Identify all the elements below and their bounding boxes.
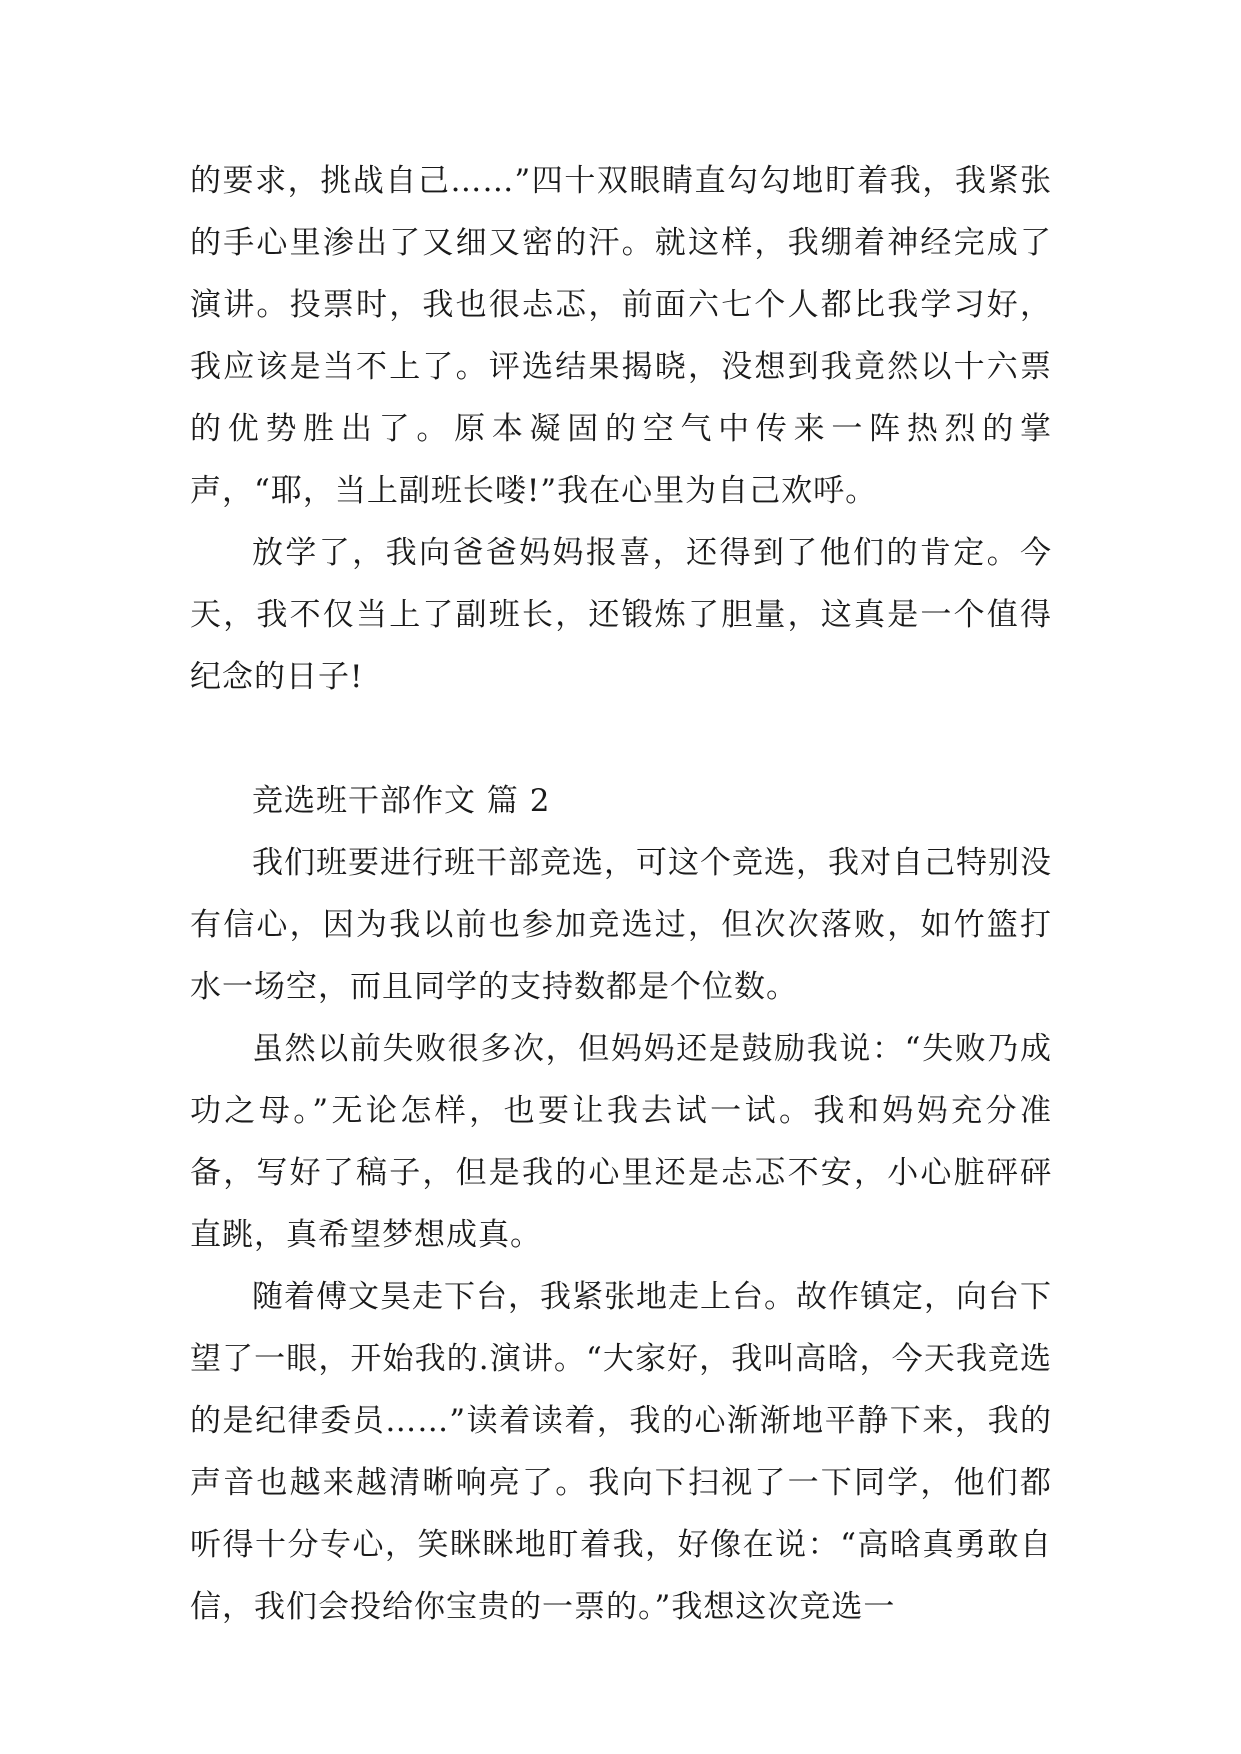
closing-paragraph: 放学了，我向爸爸妈妈报喜，还得到了他们的肯定。今天，我不仅当上了副班长，还锻炼了胆量，这真是一个值得纪念的日子!: [190, 535, 1052, 695]
section-paragraph-2: 虽然以前失败很多次，但妈妈还是鼓励我说：“失败乃成功之母。”无论怎样，也要让我去试一试。我和妈妈充分准备，写好了稿子，但是我的心里还是忐忑不安，小心脏砰砰直跳，真希望梦想成真。: [190, 1031, 1052, 1253]
document-page: [190, 150, 1052, 1638]
section-paragraph-1: 我们班要进行班干部竞选，可这个竞选，我对自己特别没有信心，因为我以前也参加竞选过，但次次落败，如竹篮打水一场空，而且同学的支持数都是个位数。: [190, 845, 1052, 1005]
section-gap: [190, 708, 1052, 770]
section-title: 竞选班干部作文 篇 2: [252, 783, 551, 819]
continuation-paragraph: 的要求，挑战自己……”四十双眼睛直勾勾地盯着我，我紧张的手心里渗出了又细又密的汗。就这样，我绷着神经完成了演讲。投票时，我也很忐忑，前面六七个人都比我学习好，我应该是当不上了。评选结果揭晓，没想到我竟然以十六票的优势胜出了。原本凝固的空气中传来一阵热烈的掌声，“耶，当上副班长喽!”我在心里为自己欢呼。: [190, 163, 1052, 509]
section-paragraph-3: 随着傅文昊走下台，我紧张地走上台。故作镇定，向台下望了一眼，开始我的.演讲。“大家好，我叫高晗，今天我竞选的是纪律委员……”读着读着，我的心渐渐地平静下来，我的声音也越来越清晰响亮了。我向下扫视了一下同学，他们都听得十分专心，笑眯眯地盯着我，好像在说：“高晗真勇敢自信，我们会投给你宝贵的一票的。”我想这次竞选一: [190, 1279, 1052, 1625]
